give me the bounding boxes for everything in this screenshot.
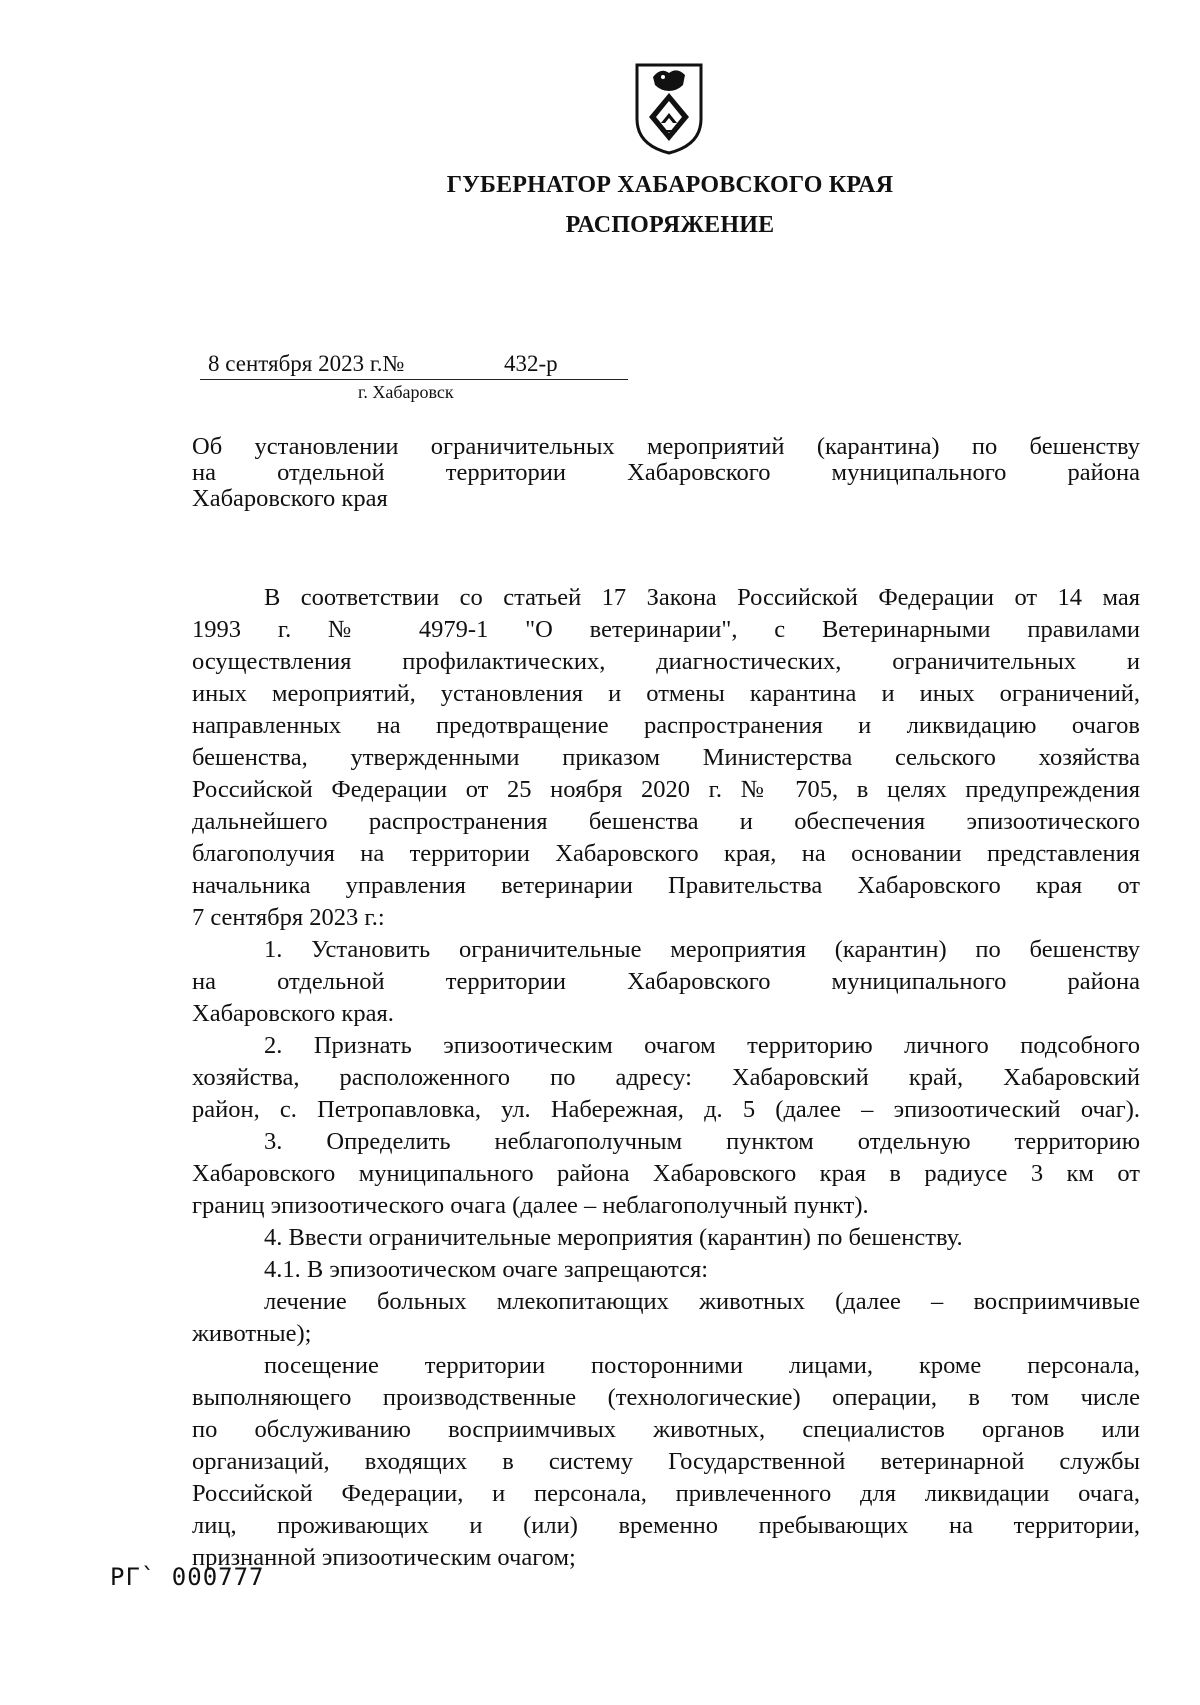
body-line: иных мероприятий, установления и отмены карантина и иных ограничений, (192, 680, 1140, 707)
subject-line: Об установлении ограничительных мероприятий (карантина) по бешенству (192, 433, 1140, 460)
body-line: район, с. Петропавловка, ул. Набережная, д. 5 (далее – эпизоотический очаг). (192, 1096, 1140, 1123)
subject-line: Хабаровского края (192, 485, 388, 512)
body-line: 7 сентября 2023 г.: (192, 904, 385, 931)
body-line: границ эпизоотического очага (далее – неблагополучный пункт). (192, 1192, 869, 1219)
body-line: Российской Федерации, и персонала, привлеченного для ликвидации очага, (192, 1480, 1140, 1507)
body-line: 3. Определить неблагополучным пунктом отдельную территорию (264, 1128, 1140, 1155)
coat-of-arms-icon (631, 57, 707, 157)
body-line: 4.1. В эпизоотическом очаге запрещаются: (264, 1256, 709, 1283)
subject-line: на отдельной территории Хабаровского муниципального района (192, 459, 1140, 486)
body-line: направленных на предотвращение распространения и ликвидацию очагов (192, 712, 1140, 739)
body-line: выполняющего производственные (технологические) операции, в том числе (192, 1384, 1140, 1411)
body-line: осуществления профилактических, диагностических, ограничительных и (192, 648, 1140, 675)
body-line: начальника управления ветеринарии Правительства Хабаровского края от (192, 872, 1140, 899)
body-line: по обслуживанию восприимчивых животных, специалистов органов или (192, 1416, 1140, 1443)
body-line: дальнейшего распространения бешенства и обеспечения эпизоотического (192, 808, 1140, 835)
body-line: 2. Признать эпизоотическим очагом территорию личного подсобного (264, 1032, 1140, 1059)
body-line: 4. Ввести ограничительные мероприятия (карантин) по бешенству. (264, 1224, 963, 1251)
body-line: посещение территории посторонними лицами, кроме персонала, (264, 1352, 1140, 1379)
body-line: животные); (192, 1320, 312, 1347)
page-code: РГ` 000777 (110, 1563, 265, 1591)
body-line: хозяйства, расположенного по адресу: Хабаровский край, Хабаровский (192, 1064, 1140, 1091)
body-line: Хабаровского муниципального района Хабаровского края в радиусе 3 км от (192, 1160, 1140, 1187)
body-line: благополучия на территории Хабаровского края, на основании представления (192, 840, 1140, 867)
body-line: 1. Установить ограничительные мероприятия (карантин) по бешенству (264, 936, 1140, 963)
body-line: признанной эпизоотическим очагом; (192, 1544, 576, 1571)
body-line: организаций, входящих в систему Государственной ветеринарной службы (192, 1448, 1140, 1475)
document-type: РАСПОРЯЖЕНИЕ (565, 212, 775, 238)
body-line: на отдельной территории Хабаровского муниципального района (192, 968, 1140, 995)
body-line: В соответствии со статьей 17 Закона Российской Федерации от 14 мая (264, 584, 1140, 611)
body-line: лечение больных млекопитающих животных (далее – восприимчивые (264, 1288, 1140, 1315)
body-line: лиц, проживающих и (или) временно пребывающих на территории, (192, 1512, 1140, 1539)
body-line: 1993 г. № 4979-1 "О ветеринарии", с Ветеринарными правилами (192, 616, 1140, 643)
document-date: 8 сентября 2023 г.№ (208, 351, 405, 376)
body-line: Российской Федерации от 25 ноября 2020 г. № 705, в целях предупреждения (192, 776, 1140, 803)
date-number-line (200, 351, 628, 380)
document-body (192, 582, 1140, 1574)
body-line: Хабаровского края. (192, 1000, 394, 1027)
document-number: 432-р (504, 351, 558, 376)
document-subject (192, 434, 1140, 512)
body-line: бешенства, утвержденными приказом Министерства сельского хозяйства (192, 744, 1140, 771)
org-title: ГУБЕРНАТОР ХАБАРОВСКОГО КРАЯ (446, 172, 894, 198)
issue-city: г. Хабаровск (358, 382, 454, 402)
